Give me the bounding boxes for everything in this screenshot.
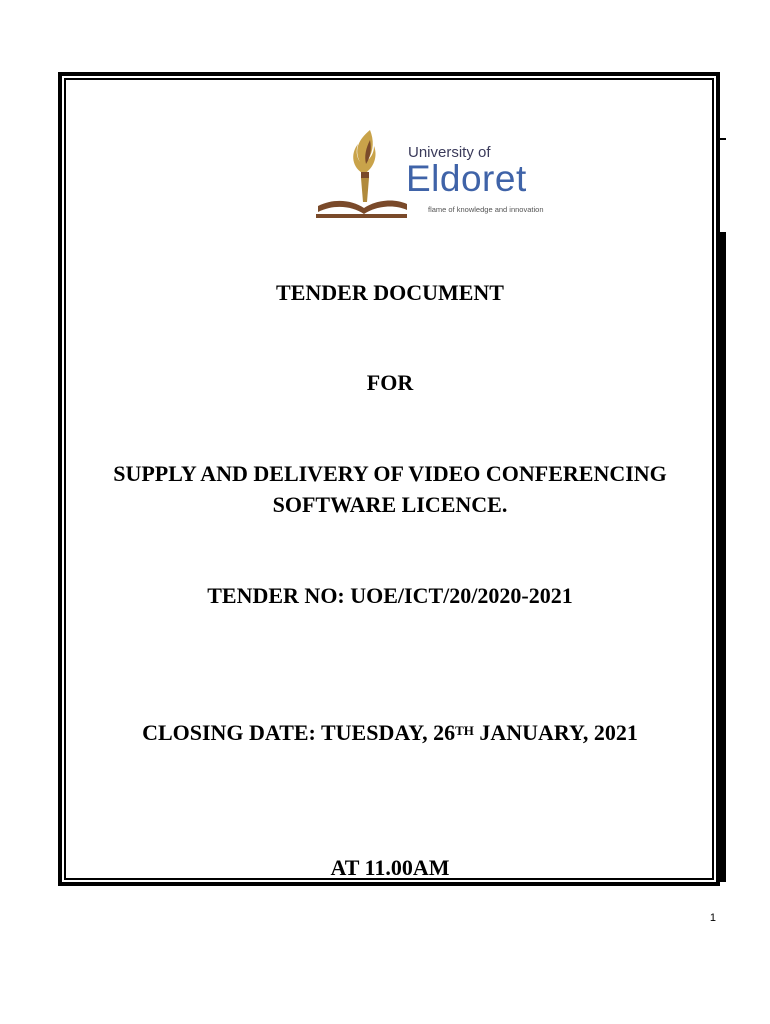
logo-line2: Eldoret — [406, 158, 527, 199]
page-number: 1 — [709, 912, 716, 924]
closing-date-prefix: CLOSING DATE: TUESDAY, 26 — [142, 720, 456, 745]
university-logo — [312, 128, 544, 220]
closing-date — [60, 717, 720, 748]
tender-number: TENDER NO: UOE/ICT/20/2020-2021 — [207, 583, 573, 608]
logo-tagline: flame of knowledge and innovation — [428, 205, 544, 214]
border-edge-mark-top — [719, 138, 726, 140]
document-subject-line2: SOFTWARE LICENCE. — [272, 492, 508, 517]
torch-book-icon — [312, 128, 407, 220]
closing-date-suffix: JANUARY, 2021 — [473, 720, 638, 745]
border-edge-mark-side — [719, 232, 726, 882]
document-title: TENDER DOCUMENT — [276, 280, 504, 305]
logo-line1: University of — [408, 144, 491, 161]
closing-time: AT 11.00AM — [330, 855, 450, 880]
document-subject-line1: SUPPLY AND DELIVERY OF VIDEO CONFERENCING — [113, 461, 667, 486]
closing-date-ordinal: TH — [455, 723, 474, 738]
document-for: FOR — [366, 370, 414, 395]
